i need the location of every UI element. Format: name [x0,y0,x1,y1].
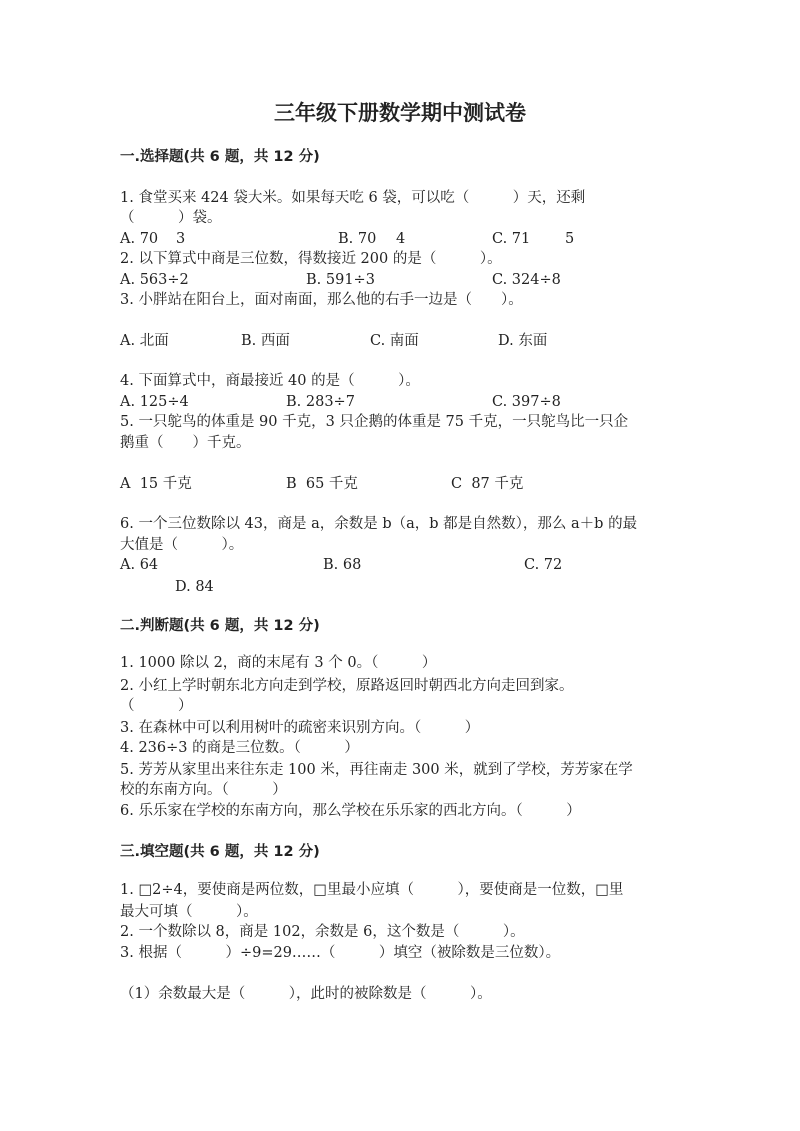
option-b: B. 68 [323,557,362,573]
question-text: 3. 根据（ ）÷9=29……（ ）填空（被除数是三位数）。 [120,945,561,961]
question-text: （ ）袋。 [120,210,222,226]
option-a: A. 70 [120,231,159,247]
option-b: B 65 千克 [286,476,358,492]
option-a: A. 125÷4 [120,394,189,410]
option-a: A. 北面 [120,333,169,349]
section-1-header: 一.选择题(共 6 题，共 12 分) [120,149,320,165]
option-c: C. 72 [524,557,563,573]
question-text: 5. 一只鸵鸟的体重是 90 千克，3 只企鹅的体重是 75 千克，一只鸵鸟比一只企 [120,414,629,430]
question-text: 校的东南方向。（ ） [120,782,287,798]
question-text: 1. □2÷4，要使商是两位数，□里最小应填（ ），要使商是一位数，□里 [120,882,624,898]
option-b-value: 4 [396,231,406,247]
option-a: A 15 千克 [120,476,192,492]
question-text: 3. 小胖站在阳台上，面对南面，那么他的右手一边是（ ）。 [120,292,523,308]
section-3-header: 三.填空题(共 6 题，共 12 分) [120,844,320,860]
option-a-value: 3 [176,231,186,247]
option-c: C. 397÷8 [492,394,561,410]
question-text: 4. 236÷3 的商是三位数。（ ） [120,740,359,756]
question-text: 大值是（ ）。 [120,537,244,553]
option-c: C. 71 [492,231,531,247]
option-a: A. 563÷2 [120,272,189,288]
option-c: C. 324÷8 [492,272,561,288]
option-c: C 87 千克 [451,476,524,492]
option-a: A. 64 [120,557,159,573]
page-title: 三年级下册数学期中测试卷 [274,100,526,125]
question-text: 最大可填（ ）。 [120,904,258,920]
question-text: 5. 芳芳从家里出来往东走 100 米，再往南走 300 米，就到了学校，芳芳家在学 [120,762,633,778]
option-b: B. 591÷3 [306,272,375,288]
option-b: B. 西面 [241,333,290,349]
option-b: B. 283÷7 [286,394,355,410]
question-text: 2. 一个数除以 8，商是 102，余数是 6，这个数是（ ）。 [120,924,525,940]
question-text: 4. 下面算式中，商最接近 40 的是（ ）。 [120,373,420,389]
option-c-value: 5 [565,231,575,247]
question-text: 3. 在森林中可以利用树叶的疏密来识别方向。（ ） [120,720,480,736]
question-text: （ ） [120,698,193,714]
option-c: C. 南面 [370,333,419,349]
question-text: 2. 小红上学时朝东北方向走到学校，原路返回时朝西北方向走回到家。 [120,678,574,694]
question-text: 1. 食堂买来 424 袋大米。如果每天吃 6 袋，可以吃（ ）天，还剩 [120,190,586,206]
option-d: D. 东面 [498,333,548,349]
section-2-header: 二.判断题(共 6 题，共 12 分) [120,618,320,634]
question-text: 2. 以下算式中商是三位数，得数接近 200 的是（ ）。 [120,251,502,267]
question-text: 鹅重（ ）千克。 [120,435,251,451]
option-b: B. 70 [338,231,377,247]
question-text: 1. 1000 除以 2，商的末尾有 3 个 0。（ ） [120,655,437,671]
option-d: D. 84 [175,579,214,595]
question-text: 6. 一个三位数除以 43，商是 a，余数是 b（a，b 都是自然数），那么 a＋b 的最 [120,516,638,532]
question-text: （1）余数最大是（ ），此时的被除数是（ ）。 [120,986,492,1002]
question-text: 6. 乐乐家在学校的东南方向，那么学校在乐乐家的西北方向。（ ） [120,803,581,819]
